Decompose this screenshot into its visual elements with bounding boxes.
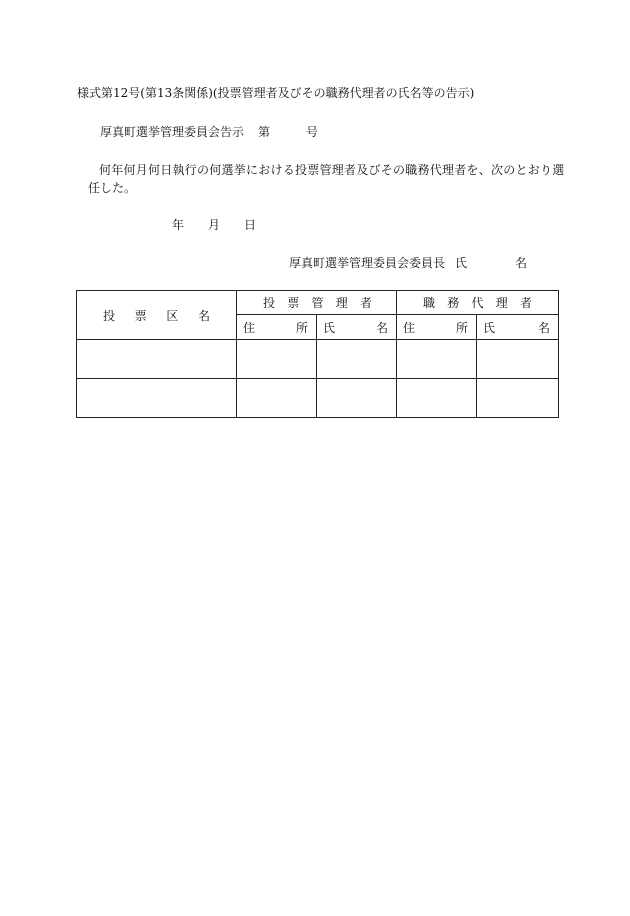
form-title: 様式第12号(第13条関係)(投票管理者及びその職務代理者の氏名等の告示): [77, 86, 475, 100]
notice-issuer: 厚真町選挙管理委員会告示: [100, 125, 245, 139]
notice-body-line-2: 任した。: [88, 181, 137, 195]
manager-name-cell: [317, 379, 397, 418]
manager-header: 投 票 管 理 者: [237, 291, 397, 315]
district-cell: [77, 379, 237, 418]
signature-shi: 氏: [455, 256, 468, 270]
appointee-table: [76, 290, 559, 418]
date-line: [172, 218, 256, 232]
manager-name-cell: [317, 340, 397, 379]
notice-heading: [100, 125, 318, 139]
deputy-name-cell: [477, 379, 559, 418]
notice-dai: 第: [258, 125, 271, 139]
deputy-address-label: 住 所: [397, 315, 477, 340]
district-cell: [77, 340, 237, 379]
table-row: [77, 340, 559, 379]
manager-address-cell: [237, 379, 317, 418]
deputy-header: 職 務 代 理 者: [397, 291, 559, 315]
date-month: 月: [208, 218, 221, 232]
district-header: 投 票 区 名: [77, 291, 237, 340]
deputy-address-cell: [397, 340, 477, 379]
manager-address-label: 住 所: [237, 315, 317, 340]
notice-go: 号: [306, 125, 319, 139]
notice-body-line-1: 何年何月何日執行の何選挙における投票管理者及びその職務代理者を、次のとおり選: [99, 163, 565, 177]
deputy-name-cell: [477, 340, 559, 379]
table-header-row: [77, 291, 559, 315]
date-day: 日: [244, 218, 257, 232]
deputy-name-label: 氏 名: [477, 315, 559, 340]
table-row: [77, 379, 559, 418]
manager-address-cell: [237, 340, 317, 379]
manager-name-label: 氏 名: [317, 315, 397, 340]
date-year: 年: [172, 218, 185, 232]
signature-mei: 名: [515, 256, 528, 270]
deputy-address-cell: [397, 379, 477, 418]
signature-line: [289, 256, 527, 270]
signature-title: 厚真町選挙管理委員会委員長: [289, 256, 446, 270]
